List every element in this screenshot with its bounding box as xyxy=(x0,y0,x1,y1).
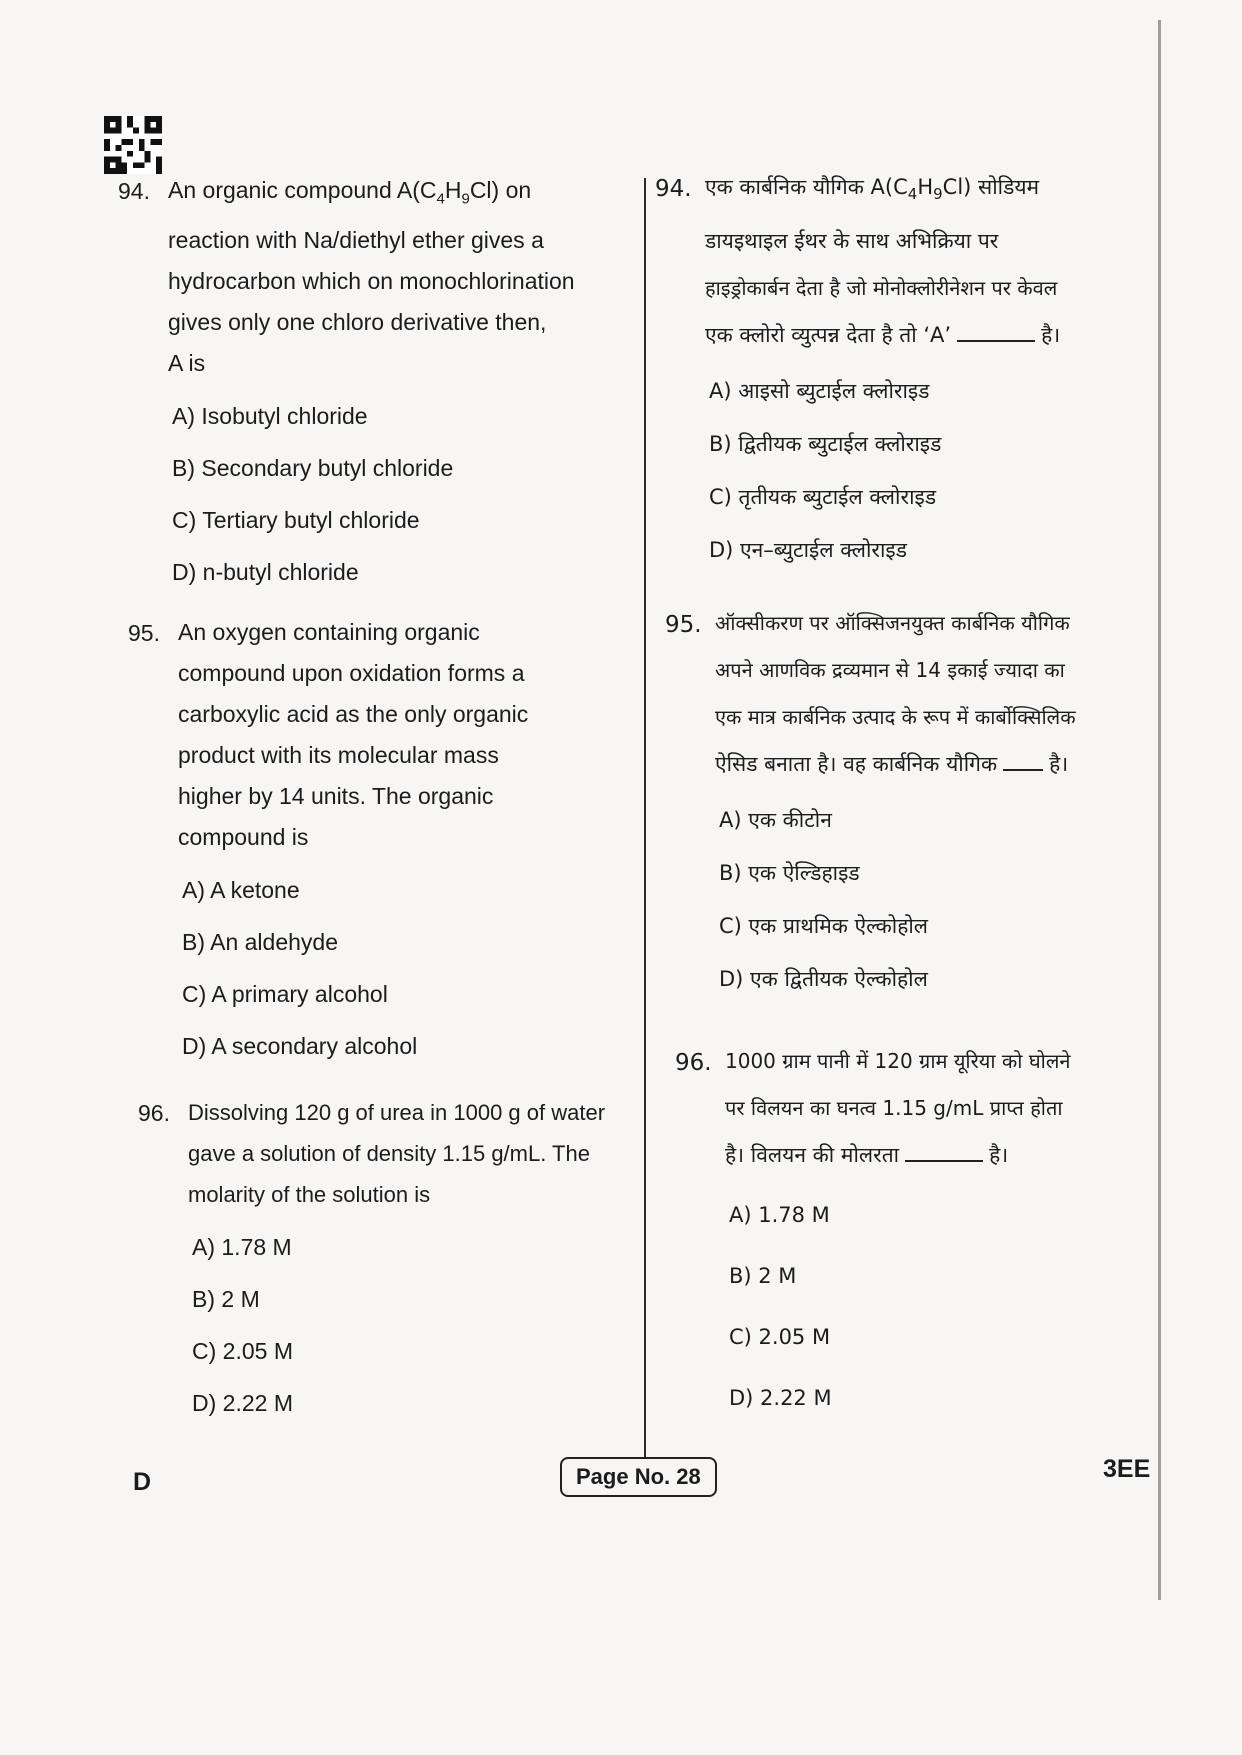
option-d[interactable]: D) एक द्वितीयक ऐल्कोहोल xyxy=(719,967,928,991)
set-code: D xyxy=(133,1468,152,1496)
question-96-en xyxy=(138,1092,648,1429)
booklet-code: 3EE xyxy=(1103,1455,1151,1483)
option-a[interactable]: A) 1.78 M xyxy=(729,1203,830,1227)
question-number: 96. xyxy=(138,1100,170,1126)
option-d[interactable]: D) A secondary alcohol xyxy=(182,1033,418,1059)
options-list xyxy=(172,390,628,598)
options-list xyxy=(192,1221,648,1429)
question-number: 96. xyxy=(675,1050,712,1076)
question-96-hi xyxy=(675,1038,1155,1429)
options-list xyxy=(729,1185,1155,1429)
option-d[interactable]: D) एन–ब्युटाईल क्लोराइड xyxy=(709,538,907,563)
option-b[interactable]: B) एक ऐल्डिहाइड xyxy=(719,861,860,885)
option-c[interactable]: C) तृतीयक ब्युटाईल क्लोराइड xyxy=(709,485,937,510)
option-c[interactable]: C) एक प्राथमिक ऐल्कोहोल xyxy=(719,914,929,938)
option-a[interactable]: A) आइसो ब्युटाईल क्लोराइड xyxy=(709,379,930,404)
option-b[interactable]: B) द्वितीयक ब्युटाईल क्लोराइड xyxy=(709,432,942,457)
question-94-en xyxy=(118,170,628,598)
question-95-hi xyxy=(665,600,1145,1006)
answer-blank xyxy=(905,1160,983,1162)
question-text: Dissolving 120 g of urea in 1000 g of water gave a solution of density 1.15 g/mL. The molarity of the solution is xyxy=(188,1100,606,1207)
option-d[interactable]: D) 2.22 M xyxy=(192,1390,293,1416)
option-a[interactable]: A) Isobutyl chloride xyxy=(172,402,368,429)
question-number: 94. xyxy=(655,176,692,202)
option-a[interactable]: A) A ketone xyxy=(182,877,300,903)
page-number-box: Page No. 28 xyxy=(560,1457,717,1497)
question-95-en xyxy=(128,612,638,1072)
option-b[interactable]: B) 2 M xyxy=(729,1264,797,1288)
options-list xyxy=(709,365,1135,577)
question-text: An oxygen containing organic compound upon oxidation forms a carboxylic acid as the only organic product with its molecular mass higher by 14 units. The organic compound is xyxy=(178,619,529,850)
options-list xyxy=(719,794,1145,1006)
options-list xyxy=(182,864,638,1072)
answer-blank xyxy=(1003,769,1043,771)
option-b[interactable]: B) An aldehyde xyxy=(182,929,339,955)
option-c[interactable]: C) A primary alcohol xyxy=(182,981,388,1007)
question-text: ऑक्सीकरण पर ऑक्सिजनयुक्त कार्बनिक यौगिक अपने आणविक द्रव्यमान से 14 इकाई ज्यादा का एक मात्र कार्बनिक उत्पाद के रूप में कार्बोक्सिलिक ऐसिड बनाता है। वह कार्बनिक यौगिक है। xyxy=(715,611,1076,776)
option-a[interactable]: A) 1.78 M xyxy=(192,1234,292,1260)
option-b[interactable]: B) 2 M xyxy=(192,1286,260,1312)
qr-code-icon xyxy=(104,116,162,174)
option-d[interactable]: D) 2.22 M xyxy=(729,1386,832,1410)
option-c[interactable]: C) 2.05 M xyxy=(729,1325,831,1349)
option-c[interactable]: C) 2.05 M xyxy=(192,1338,293,1364)
question-text: An organic compound $A(C_4H_9Cl)$ on reaction with Na/diethyl ether gives a hydrocarbon which on monochlorination gives only one chloro derivative then, A is xyxy=(168,177,575,376)
question-number: 95. xyxy=(128,620,160,646)
option-a[interactable]: A) एक कीटोन xyxy=(719,808,832,832)
question-number: 95. xyxy=(665,612,702,638)
question-number: 94. xyxy=(118,178,150,204)
answer-blank xyxy=(957,340,1035,342)
option-b[interactable]: B) Secondary butyl chloride xyxy=(172,454,454,481)
question-text: एक कार्बनिक यौगिक $A(C_4H_9Cl)$ सोडियम डायइथाइल ईथर के साथ अभिक्रिया पर हाइड्रोकार्बन देता है जो मोनोक्लोरीनेशन पर केवल एक क्लोरो व्युत्पन्न देता है तो ‘A’ है। xyxy=(705,175,1061,348)
question-text: 1000 ग्राम पानी में 120 ग्राम यूरिया को घोलने पर विलयन का घनत्व 1.15 g/mL प्राप्त होता है। विलयन की मोलरता है। xyxy=(725,1049,1071,1167)
page-edge-line xyxy=(1158,20,1161,1600)
question-94-hi xyxy=(655,164,1135,577)
option-c[interactable]: C) Tertiary butyl chloride xyxy=(172,506,420,533)
option-d[interactable]: D) n-butyl chloride xyxy=(172,558,359,585)
